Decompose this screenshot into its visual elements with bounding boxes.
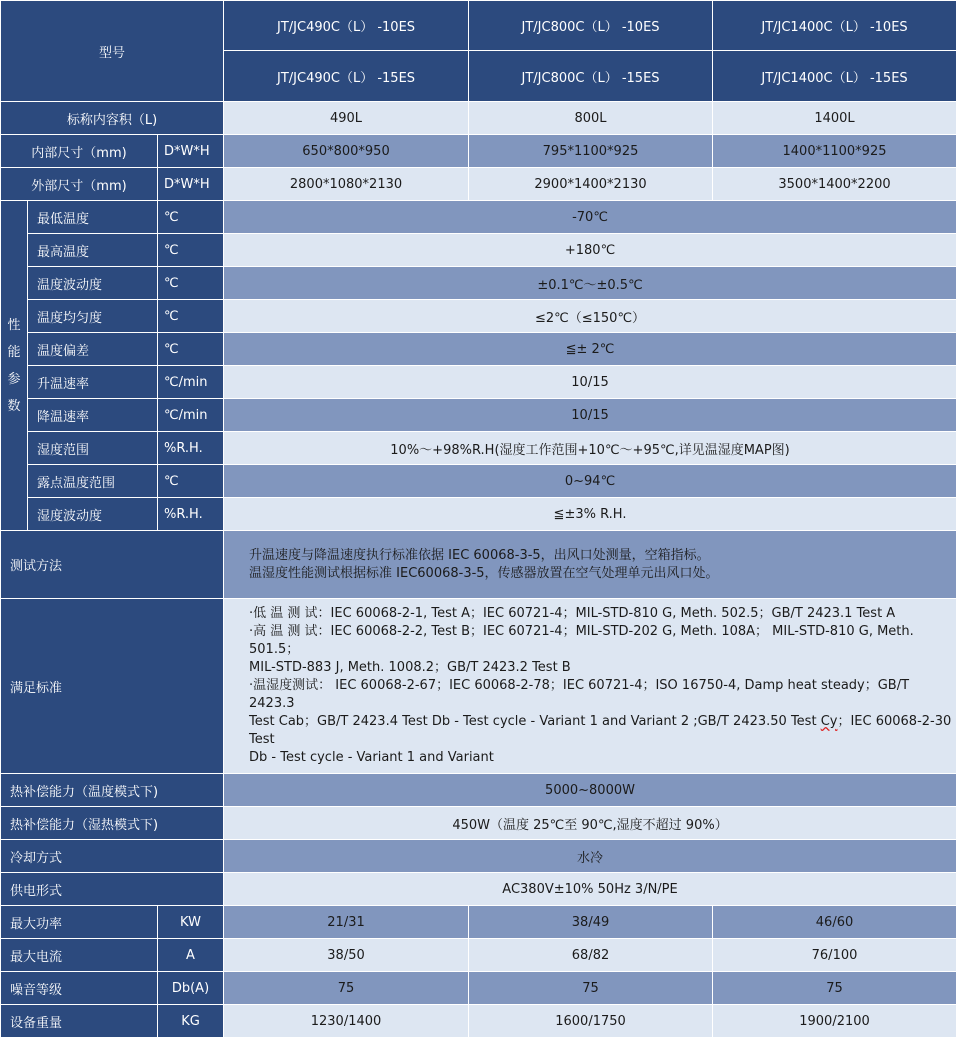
text-line: ·低 温 测 试：IEC 60068-2-1, Test A；IEC 60721-4；MIL-STD-810 G, Meth. 502.5；GB/T 2423.1 Test A: [249, 605, 954, 623]
text-span: ；IEC 60068-2-30 Test: [249, 714, 951, 747]
perf-row: [1, 399, 956, 432]
value-cell: +180℃: [224, 234, 956, 267]
row-label: 最大电流: [1, 939, 158, 972]
unit-cell: %R.H.: [158, 498, 224, 531]
model-cell: JT/JC800C（L） -15ES: [469, 51, 713, 102]
row-label: 最高温度: [28, 234, 158, 267]
value-cell: 5000~8000W: [224, 774, 956, 807]
value-cell: 21/31: [224, 906, 469, 939]
row-label: 热补偿能力（湿热模式下): [1, 807, 224, 840]
row-label: 温度偏差: [28, 333, 158, 366]
perf-char: 能: [1, 339, 27, 366]
unit-cell: KW: [158, 906, 224, 939]
value-cell: 76/100: [713, 939, 956, 972]
value-cell: 10%～+98%R.H(湿度工作范围+10℃～+95℃,详见温湿度MAP图): [224, 432, 956, 465]
model-row-1: [1, 1, 956, 51]
row-label: 供电形式: [1, 873, 224, 906]
unit-cell: ℃: [158, 267, 224, 300]
value-cell: 2800*1080*2130: [224, 168, 469, 201]
perf-group-label: [1, 201, 28, 531]
row-label: 外部尺寸（mm): [1, 168, 158, 201]
model-cell: JT/JC1400C（L） -15ES: [713, 51, 956, 102]
unit-cell: A: [158, 939, 224, 972]
value-cell: ≦±3% R.H.: [224, 498, 956, 531]
row-label: 温度波动度: [28, 267, 158, 300]
value-cell: 800L: [469, 102, 713, 135]
value-cell: 450W（温度 25℃至 90℃,湿度不超过 90%）: [224, 807, 956, 840]
row-label: 露点温度范围: [28, 465, 158, 498]
unit-cell: D*W*H: [158, 168, 224, 201]
test-method-row: [1, 531, 956, 599]
value-cell: 46/60: [713, 906, 956, 939]
value-cell: -70℃: [224, 201, 956, 234]
perf-char: 数: [1, 393, 27, 420]
text-line: ·温湿度测试： IEC 60068-2-67；IEC 60068-2-78；IEC 60721-4；ISO 16750-4, Damp heat steady；GB/T 2423.3: [249, 677, 954, 713]
value-cell: 10/15: [224, 366, 956, 399]
row-label: 测试方法: [1, 531, 224, 599]
spellcheck-mark: Cy: [821, 714, 838, 729]
weight-row: [1, 1005, 956, 1038]
value-cell: 75: [469, 972, 713, 1005]
value-cell: 3500*1400*2200: [713, 168, 956, 201]
standards-text: [224, 599, 956, 774]
value-cell: 10/15: [224, 399, 956, 432]
max-current-row: [1, 939, 956, 972]
value-cell: 1400L: [713, 102, 956, 135]
capacity-row: [1, 102, 956, 135]
value-cell: ≤2℃（≤150℃）: [224, 300, 956, 333]
heat-comp-humid-row: [1, 807, 956, 840]
power-supply-row: [1, 873, 956, 906]
model-cell: JT/JC1400C（L） -10ES: [713, 1, 956, 51]
model-cell: JT/JC490C（L） -10ES: [224, 1, 469, 51]
perf-row: [1, 201, 956, 234]
perf-row: [1, 267, 956, 300]
text-line: ·高 温 测 试：IEC 60068-2-2, Test B；IEC 60721-4；MIL-STD-202 G, Meth. 108A； MIL-STD-810 G, Meth. 501.5；: [249, 623, 954, 659]
perf-row: [1, 234, 956, 267]
row-label: 热补偿能力（温度模式下): [1, 774, 224, 807]
text-line: MIL-STD-883 J, Meth. 1008.2；GB/T 2423.2 Test B: [249, 659, 954, 677]
perf-row: [1, 432, 956, 465]
value-cell: 1400*1100*925: [713, 135, 956, 168]
row-label: 升温速率: [28, 366, 158, 399]
value-cell: 795*1100*925: [469, 135, 713, 168]
value-cell: AC380V±10% 50Hz 3/N/PE: [224, 873, 956, 906]
value-cell: 38/49: [469, 906, 713, 939]
row-label: 温度均匀度: [28, 300, 158, 333]
noise-row: [1, 972, 956, 1005]
row-label: 噪音等级: [1, 972, 158, 1005]
text-span: Test Cab；GB/T 2423.4 Test Db - Test cycle - Variant 1 and Variant 2 ;GB/T 2423.50 Test: [249, 714, 821, 729]
value-cell: 2900*1400*2130: [469, 168, 713, 201]
value-cell: ±0.1℃～±0.5℃: [224, 267, 956, 300]
perf-row: [1, 465, 956, 498]
row-label: 标称内容积（L): [1, 102, 224, 135]
value-cell: 1600/1750: [469, 1005, 713, 1038]
perf-row: [1, 300, 956, 333]
unit-cell: ℃: [158, 234, 224, 267]
outer-size-row: [1, 168, 956, 201]
heat-comp-temp-row: [1, 774, 956, 807]
unit-cell: Db(A): [158, 972, 224, 1005]
model-label: 型号: [1, 1, 224, 102]
value-cell: 75: [713, 972, 956, 1005]
unit-cell: D*W*H: [158, 135, 224, 168]
value-cell: 490L: [224, 102, 469, 135]
unit-cell: ℃: [158, 333, 224, 366]
model-cell: JT/JC490C（L） -15ES: [224, 51, 469, 102]
unit-cell: ℃: [158, 201, 224, 234]
value-cell: 水冷: [224, 840, 956, 873]
row-label: 冷却方式: [1, 840, 224, 873]
text-line: 温湿度性能测试根据标准 IEC60068-3-5，传感器放置在空气处理单元出风口处。: [249, 565, 954, 583]
row-label: 满足标准: [1, 599, 224, 774]
row-label: 最大功率: [1, 906, 158, 939]
unit-cell: ℃/min: [158, 366, 224, 399]
row-label: 内部尺寸（mm): [1, 135, 158, 168]
row-label: 降温速率: [28, 399, 158, 432]
unit-cell: ℃: [158, 465, 224, 498]
perf-row: [1, 333, 956, 366]
unit-cell: ℃/min: [158, 399, 224, 432]
perf-char: 性: [1, 312, 27, 339]
value-cell: 75: [224, 972, 469, 1005]
value-cell: 650*800*950: [224, 135, 469, 168]
test-method-text: [224, 531, 956, 599]
text-line: [249, 713, 954, 749]
model-cell: JT/JC800C（L） -10ES: [469, 1, 713, 51]
value-cell: 68/82: [469, 939, 713, 972]
unit-cell: %R.H.: [158, 432, 224, 465]
cooling-row: [1, 840, 956, 873]
row-label: 湿度波动度: [28, 498, 158, 531]
standards-row: [1, 599, 956, 774]
row-label: 湿度范围: [28, 432, 158, 465]
inner-size-row: [1, 135, 956, 168]
row-label: 设备重量: [1, 1005, 158, 1038]
text-line: 升温速度与降温速度执行标准依据 IEC 60068-3-5，出风口处测量，空箱指标。: [249, 547, 954, 565]
max-power-row: [1, 906, 956, 939]
value-cell: 1230/1400: [224, 1005, 469, 1038]
perf-char: 参: [1, 366, 27, 393]
perf-row: [1, 366, 956, 399]
value-cell: ≦± 2℃: [224, 333, 956, 366]
text-line: Db - Test cycle - Variant 1 and Variant: [249, 749, 954, 767]
unit-cell: KG: [158, 1005, 224, 1038]
row-label: 最低温度: [28, 201, 158, 234]
value-cell: 38/50: [224, 939, 469, 972]
value-cell: 0~94℃: [224, 465, 956, 498]
value-cell: 1900/2100: [713, 1005, 956, 1038]
unit-cell: ℃: [158, 300, 224, 333]
perf-row: [1, 498, 956, 531]
